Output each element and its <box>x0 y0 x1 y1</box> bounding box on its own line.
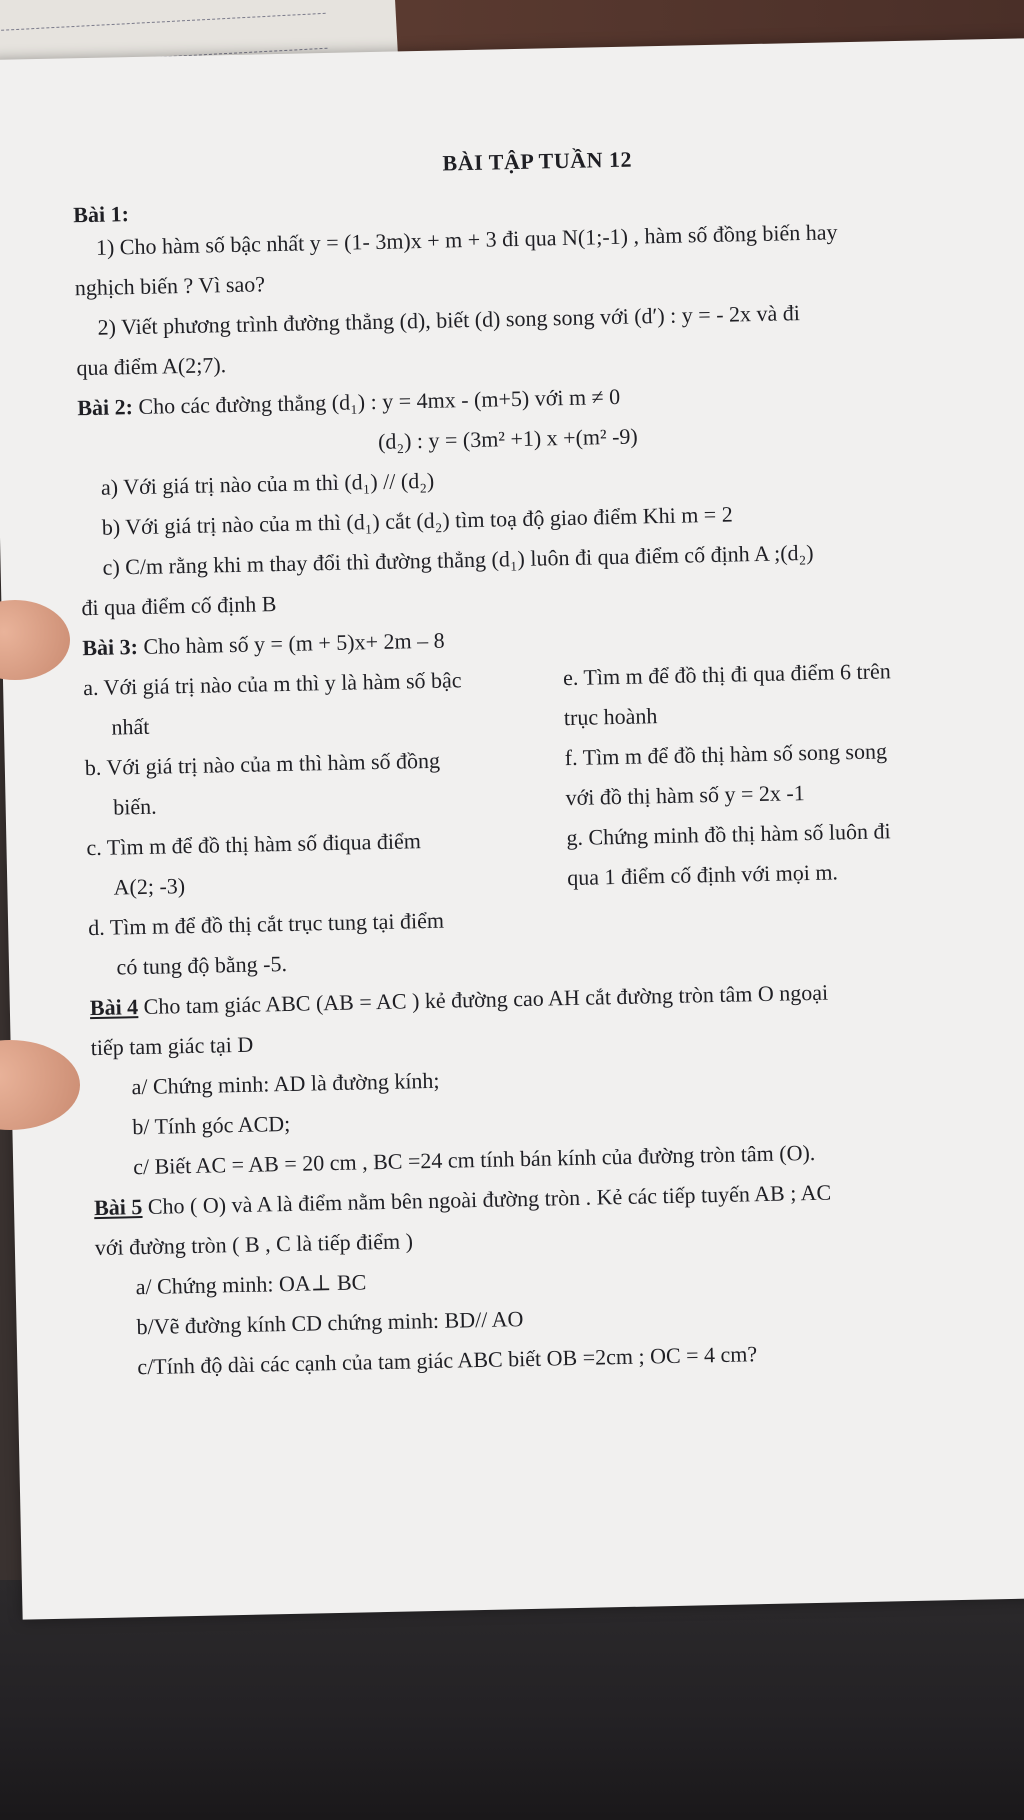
exercise-5 <box>94 1169 1024 1388</box>
page-title: BÀI TẬP TUẦN 12 <box>442 146 633 176</box>
exercise-line: với đường tròn ( B , C là tiếp điểm ) <box>94 1228 414 1261</box>
question-line: d. Tìm m để đồ thị cắt trục tung tại điểm <box>87 907 445 941</box>
exercise-line: Cho hàm số y = (m + 5)x+ 2m – 8 <box>137 627 445 660</box>
exercise-heading: Bài 2: <box>77 394 134 421</box>
question-line: A(2; -3) <box>87 873 186 901</box>
exercise-line: a/ Chứng minh: AD là đường kính; <box>131 1067 440 1100</box>
question-line: nhất <box>83 713 150 741</box>
exercise-line: b/ Tính góc ACD; <box>132 1110 291 1140</box>
question-line: a. Với giá trị nào của m thì y là hàm số bậc <box>82 667 462 701</box>
exercise-line: c/ Biết AC = AB = 20 cm , BC =24 cm tính bán kính của đường tròn tâm (O). <box>132 1139 816 1180</box>
question-line: g. Chứng minh đồ thị hàm số luôn đi <box>566 818 891 851</box>
right-column <box>563 649 1010 978</box>
question-line: trục hoành <box>563 703 658 731</box>
exercise-2 <box>77 369 1012 628</box>
exercise-line: nghịch biến ? Vì sao? <box>74 271 266 301</box>
exercise-line: (d₂) : y = (3m² +1) x +(m² -9) <box>377 423 638 454</box>
exercise-line: a/ Chứng minh: OA⊥ BC <box>135 1269 367 1300</box>
exercise-line: tiếp tam giác tại D <box>90 1031 254 1061</box>
exercise-line: Cho tam giác ABC (AB = AC ) kẻ đường cao AH cắt đường tròn tâm O ngoại <box>137 979 829 1020</box>
exercise-line: đi qua điểm cố định B <box>81 591 277 621</box>
question-line: có tung độ bằng -5. <box>88 950 288 981</box>
question-line: với đồ thị hàm số y = 2x -1 <box>565 780 805 811</box>
question-line: qua 1 điểm cố định với mọi m. <box>566 859 839 891</box>
exercise-4 <box>89 969 1023 1188</box>
worksheet-content <box>72 139 1024 1388</box>
exercise-line: Cho các đường thẳng (d₁) : y = 4mx - (m+5) với m ≠ 0 <box>132 383 621 420</box>
exercise-3 <box>82 609 1019 988</box>
question-line: biến. <box>85 793 157 821</box>
exercise-heading: Bài 5 <box>93 1194 143 1221</box>
dotted-line <box>0 13 326 32</box>
worksheet-page <box>0 38 1024 1619</box>
question-line: f. Tìm m để đồ thị hàm số song song <box>564 738 888 771</box>
exercise-heading: Bài 3: <box>82 634 139 661</box>
exercise-heading: Bài 1: <box>72 201 130 228</box>
question-line: b. Với giá trị nào của m thì hàm số đồng <box>84 747 441 781</box>
exercise-line: a) Với giá trị nào của m thì (d₁) // (d₂) <box>100 467 435 500</box>
exercise-1 <box>73 183 1007 388</box>
exercise-line: b) Với giá trị nào của m thì (d₁) cắt (d₂) tìm toạ độ giao điểm Khi m = 2 <box>101 501 733 540</box>
question-line: e. Tìm m để đồ thị đi qua điểm 6 trên <box>562 658 891 691</box>
exercise-line: c) C/m rằng khi m thay đổi thì đường thẳng (d₁) luôn đi qua điểm cố định A ;(d₂) <box>102 539 814 580</box>
exercise-line: 2) Viết phương trình đường thẳng (d), biết (d) song song với (d′) : y = - 2x và đi <box>97 300 801 340</box>
exercise-line: b/Vẽ đường kính CD chứng minh: BD// AO <box>136 1306 524 1340</box>
exercise-line: Cho ( O) và A là điểm nằm bên ngoài đường tròn . Kẻ các tiếp tuyến AB ; AC <box>142 1179 832 1220</box>
exercise-heading: Bài 4 <box>89 994 139 1021</box>
exercise-line: qua điểm A(2;7). <box>76 352 227 381</box>
question-line: c. Tìm m để đồ thị hàm số điqua điểm <box>86 828 422 861</box>
exercise-line: 1) Cho hàm số bậc nhất y = (1- 3m)x + m + 3 đi qua N(1;-1) , hàm số đồng biến hay <box>95 219 838 260</box>
left-column <box>83 658 570 988</box>
exercise-line: c/Tính độ dài các cạnh của tam giác ABC biết OB =2cm ; OC = 4 cm? <box>137 1341 758 1380</box>
two-column-questions <box>83 649 1009 988</box>
